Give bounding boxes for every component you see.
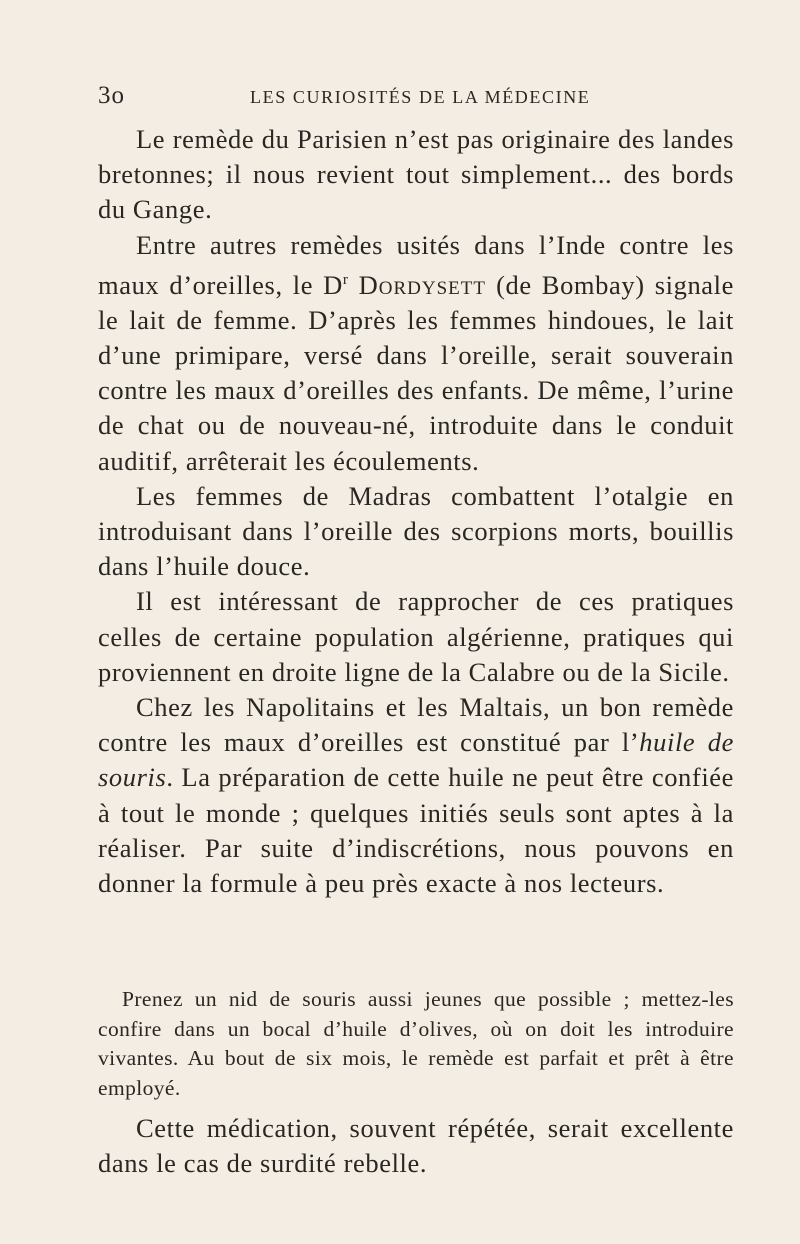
doctor-name: Dordysett — [358, 269, 486, 300]
doctor-abbrev-sup: r — [342, 271, 349, 288]
recipe-text: Prenez un nid de souris aussi jeunes que possible ; mettez-les confire dans un bocal d’huile d’olives, où on doit les introduire vivantes. Au bout de six mois, le remède est parfait et prêt à être employé. — [98, 987, 734, 1100]
paragraph-5-text-a: Chez les Napolitains et les Maltais, un bon remède contre les maux d’oreilles est constitué par l’ — [98, 692, 734, 758]
mouse-oil-term: huile de souris — [98, 727, 734, 793]
paragraph-1: Le remède du Parisien n’est pas originaire des landes bretonnes; il nous revient tout simplement... des bords du Gange. — [98, 124, 734, 225]
paragraph-2 — [98, 228, 734, 479]
running-title: LES CURIOSITÉS DE LA MÉDECINE — [250, 87, 591, 107]
recipe-quote — [98, 985, 734, 1103]
page-number: 3o — [98, 82, 125, 109]
closing-paragraph: Cette médication, souvent répétée, serait excellente dans le cas de surdité rebelle. — [98, 1113, 734, 1179]
paragraph-5-text-b: . La préparation de cette huile ne peut être confiée à tout le monde ; quelques initiés seuls sont aptes à la réaliser. Par suite d’indiscrétions, nous pouvons en donner la formule à peu près exacte à nos lecteurs. — [98, 762, 734, 899]
main-text — [98, 122, 734, 901]
paragraph-5 — [98, 690, 734, 901]
paragraph-2-text-b: (de Bombay) signale le lait de femme. D’après les femmes hindoues, le lait d’une primipare, versé dans l’oreille, serait souverain contre les maux d’oreilles des enfants. De même, l’urine de chat ou de nouveau-né, introduite dans le conduit auditif, arrêterait les écoulements. — [98, 269, 734, 476]
paragraph-3: Les femmes de Madras combattent l’otalgie en introduisant dans l’oreille des scorpions morts, bouillis dans l’huile douce. — [98, 480, 734, 582]
paragraph-2-text-a: Entre autres remèdes usités dans l’Inde contre les maux d’oreilles, le D — [98, 229, 734, 300]
page-header — [98, 82, 738, 112]
closing-text — [98, 1111, 734, 1181]
paragraph-4: Il est intéressant de rapprocher de ces pratiques celles de certaine population algérienne, pratiques qui proviennent en droite ligne de la Calabre ou de la Sicile. — [98, 586, 734, 687]
